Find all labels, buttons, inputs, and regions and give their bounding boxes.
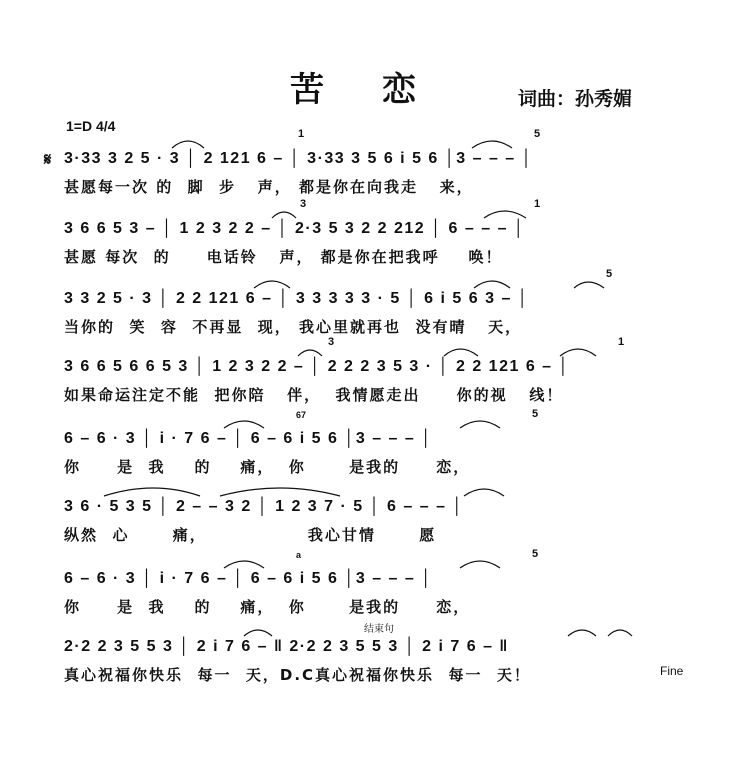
notation-line: 3·33 3 2 5 · 3 │ 2 121 6 – │ 3·33 3 5 6 i 5 6 │3 – – – │ (64, 150, 534, 167)
lyrics-line: 甚愿 每次 的 电话铃 声， 都是你在把我呼 唤！ (64, 248, 503, 266)
grace-note: 5 (534, 128, 541, 140)
grace-note: 5 (532, 548, 539, 560)
grace-note: 3 (300, 198, 307, 210)
grace-note: a (296, 550, 302, 560)
lyrics-line: 当你的 笑 容 不再显 现， 我心里就再也 没有晴 天， (64, 318, 523, 336)
grace-note: 3 (328, 336, 335, 348)
notation-line: 3 3 2 5 · 3 │ 2 2 121 6 – │ 3 3 3 3 3 · 5 │ 6 i 5 6 3 – │ (64, 290, 530, 307)
grace-note: 67 (296, 410, 307, 420)
grace-note: 5 (606, 268, 613, 280)
grace-note: 1 (534, 198, 541, 210)
notation-line: 3 6 6 5 3 – │ 1 2 3 2 2 – │ 2·3 5 3 2 2 212 │ 6 – – – │ (64, 220, 526, 237)
lyrics-line: 甚愿每一次 的 脚 步 声， 都是你在向我走 来， (64, 178, 474, 196)
lyrics-line: 如果命运注定不能 把你陪 伴， 我情愿走出 你的视 线！ (64, 386, 564, 404)
notation-line: 2·2 2 3 5 5 3 │ 2 i 7 6 – ‖ 2·2 2 3 5 5 3 │ 2 i 7 6 – ‖ (64, 638, 509, 655)
song-title: 苦恋 (290, 70, 474, 110)
composer-credit: 词曲：孙秀媚 (518, 88, 633, 110)
grace-note: 5 (532, 408, 539, 420)
lyrics-line: 你 是 我 的 痛， 你 是我的 恋， (64, 458, 471, 476)
notation-line: 6 – 6 · 3 │ i · 7 6 – │ 6 – 6 i 5 6 │3 – – – │ (64, 570, 433, 587)
notation-line: 6 – 6 · 3 │ i · 7 6 – │ 6 – 6 i 5 6 │3 – – – │ (64, 430, 433, 447)
notation-line: 3 6 · 5 3 5 │ 2 – – 3 2 │ 1 2 3 7 · 5 │ 6 – – – │ (64, 498, 464, 515)
notation-line: 3 6 6 5 6 6 5 3 │ 1 2 3 2 2 – │ 2 2 2 3 5 3 · │ 2 2 121 6 – │ (64, 358, 570, 375)
lyrics-line: 纵然 心 痛， 我心甘情 愿 (64, 526, 437, 544)
ending-annotation: 结束句 (364, 624, 394, 635)
segno-icon: 𝄋 (44, 150, 52, 170)
lyrics-line: 你 是 我 的 痛， 你 是我的 恋， (64, 598, 471, 616)
key-signature: 1=D 4/4 (66, 118, 116, 134)
grace-note: 1 (298, 128, 305, 140)
fine-mark: Fine (660, 664, 684, 678)
lyrics-line: 真心祝福你快乐 每一 天，D.C真心祝福你快乐 每一 天！ (64, 666, 531, 684)
grace-note: 1 (618, 336, 625, 348)
